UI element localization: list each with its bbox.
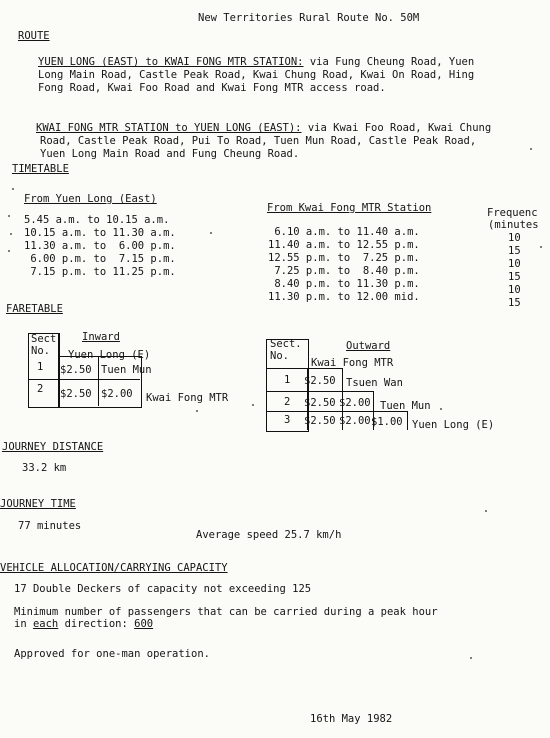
- outward-fare: $2.50: [304, 375, 336, 387]
- from-kwai-fong-row: 11.30 p.m. to 12.00 mid.: [268, 291, 420, 303]
- route-inbound-text-1: via Kwai Foo Road, Kwai Chung: [301, 122, 492, 134]
- from-yuen-long-row: 6.00 p.m. to 7.15 p.m.: [24, 253, 176, 265]
- inward-fare: $2.50: [60, 388, 92, 400]
- frequency-value: 10: [508, 284, 521, 296]
- outward-origin: Kwai Fong MTR: [311, 357, 394, 369]
- inward-fare: $2.50: [60, 364, 92, 376]
- scan-speck: [252, 404, 254, 406]
- scan-speck: [210, 232, 212, 234]
- outward-stop: Tuen Mun: [380, 400, 431, 412]
- inward-row-no: 2: [37, 383, 44, 395]
- timetable-heading: TIMETABLE: [12, 163, 69, 175]
- minimum-passengers-line-1: Minimum number of passengers that can be carried during a peak hour: [14, 606, 438, 618]
- route-inbound-line-2: Road, Castle Peak Road, Pui To Road, Tuen Mun Road, Castle Peak Road,: [40, 135, 477, 147]
- route-outbound-label: YUEN LONG (EAST) to KWAI FONG MTR STATION:: [38, 56, 304, 68]
- route-outbound-text-1: via Fung Cheung Road, Yuen: [303, 56, 475, 68]
- frequency-value: 10: [508, 232, 521, 244]
- scan-speck: [485, 510, 487, 512]
- outward-title: Outward: [346, 340, 391, 352]
- scan-speck: [540, 246, 542, 248]
- route-outbound-line-2: Long Main Road, Castle Peak Road, Kwai Chung Road, Kwai On Road, Hing: [38, 69, 475, 81]
- from-kwai-fong-row: 8.40 p.m. to 11.30 p.m.: [268, 278, 420, 290]
- scan-speck: [8, 215, 10, 217]
- frequency-value: 15: [508, 297, 521, 309]
- outward-stop: Tsuen Wan: [346, 377, 403, 389]
- from-kwai-fong-heading: From Kwai Fong MTR Station: [267, 202, 432, 214]
- minimum-passengers-line-2: [14, 618, 153, 631]
- min-text-each: each: [32, 618, 59, 630]
- from-yuen-long-row: 11.30 a.m. to 6.00 p.m.: [24, 240, 176, 252]
- journey-distance-value: 33.2 km: [22, 462, 67, 474]
- route-outbound-line-1: [38, 56, 474, 69]
- route-inbound-line-1: [36, 122, 491, 135]
- outward-col-divider: [407, 411, 408, 430]
- outward-fare: $2.50: [304, 415, 336, 427]
- minimum-passengers-value: 600: [134, 618, 154, 630]
- journey-distance-heading: JOURNEY DISTANCE: [2, 441, 104, 453]
- from-yuen-long-row: 5.45 a.m. to 10.15 a.m.: [24, 214, 170, 226]
- outward-row-no: 2: [284, 396, 291, 408]
- journey-time-heading: JOURNEY TIME: [0, 498, 76, 510]
- faretable-heading: FARETABLE: [6, 303, 63, 315]
- inward-origin: Yuen Long (E): [68, 349, 151, 361]
- outward-row-divider: [266, 391, 373, 392]
- outward-sect-label-2: No.: [270, 350, 289, 362]
- document-date: 16th May 1982: [310, 713, 393, 725]
- scan-speck: [10, 233, 12, 235]
- route-inbound-label: KWAI FONG MTR STATION to YUEN LONG (EAST):: [36, 122, 302, 134]
- inward-col-divider: [98, 356, 99, 406]
- min-text-a: in: [14, 618, 33, 630]
- frequency-value: 15: [508, 245, 521, 257]
- from-yuen-long-heading: From Yuen Long (East): [24, 193, 157, 205]
- from-kwai-fong-row: 12.55 p.m. to 7.25 p.m.: [268, 252, 420, 264]
- inward-sect-label-2: No.: [31, 345, 50, 357]
- vehicle-heading: VEHICLE ALLOCATION/CARRYING CAPACITY: [0, 562, 228, 574]
- inward-fare: $2.00: [101, 388, 133, 400]
- min-text-c: direction:: [58, 618, 135, 630]
- approval-note: Approved for one-man operation.: [14, 648, 210, 660]
- scan-speck: [470, 657, 472, 659]
- frequency-value: 15: [508, 271, 521, 283]
- from-yuen-long-row: 7.15 p.m. to 11.25 p.m.: [24, 266, 176, 278]
- frequency-heading: Frequenc: [487, 207, 538, 219]
- document-title: New Territories Rural Route No. 50M: [198, 12, 420, 24]
- outward-row-no: 3: [284, 414, 291, 426]
- scan-speck: [8, 250, 10, 252]
- outward-fare: $2.50: [304, 397, 336, 409]
- route-inbound-line-3: Yuen Long Main Road and Fung Cheung Road.: [40, 148, 300, 160]
- from-kwai-fong-row: 7.25 p.m. to 8.40 p.m.: [268, 265, 420, 277]
- scan-speck: [530, 148, 532, 150]
- route-heading: ROUTE: [18, 30, 50, 42]
- from-kwai-fong-row: 6.10 a.m. to 11.40 a.m.: [268, 226, 420, 238]
- outward-stop: Yuen Long (E): [412, 419, 495, 431]
- inward-stop: Tuen Mun: [101, 364, 152, 376]
- inward-stop: Kwai Fong MTR: [146, 392, 229, 404]
- scan-speck: [12, 188, 14, 190]
- scan-speck: [440, 408, 442, 410]
- frequency-subheading: (minutes: [488, 219, 539, 231]
- outward-sect-label-1: Sect.: [270, 338, 302, 350]
- outward-fare: $2.00: [339, 415, 371, 427]
- inward-row-no: 1: [37, 361, 44, 373]
- inward-sect-label-1: Sect.: [31, 333, 63, 345]
- vehicle-fleet: 17 Double Deckers of capacity not exceeding 125: [14, 583, 312, 595]
- outward-fare: $2.00: [339, 397, 371, 409]
- journey-time-value: 77 minutes: [18, 520, 82, 532]
- from-kwai-fong-row: 11.40 a.m. to 12.55 p.m.: [268, 239, 420, 251]
- inward-row-divider: [28, 379, 140, 380]
- route-outbound-line-3: Fong Road, Kwai Foo Road and Kwai Fong MTR access road.: [38, 82, 386, 94]
- frequency-value: 10: [508, 258, 521, 270]
- scan-speck: [196, 410, 198, 412]
- outward-row-no: 1: [284, 374, 291, 386]
- inward-title: Inward: [82, 331, 120, 343]
- outward-fare: $1.00: [371, 416, 403, 428]
- average-speed: Average speed 25.7 km/h: [196, 529, 342, 541]
- from-yuen-long-row: 10.15 a.m. to 11.30 a.m.: [24, 227, 176, 239]
